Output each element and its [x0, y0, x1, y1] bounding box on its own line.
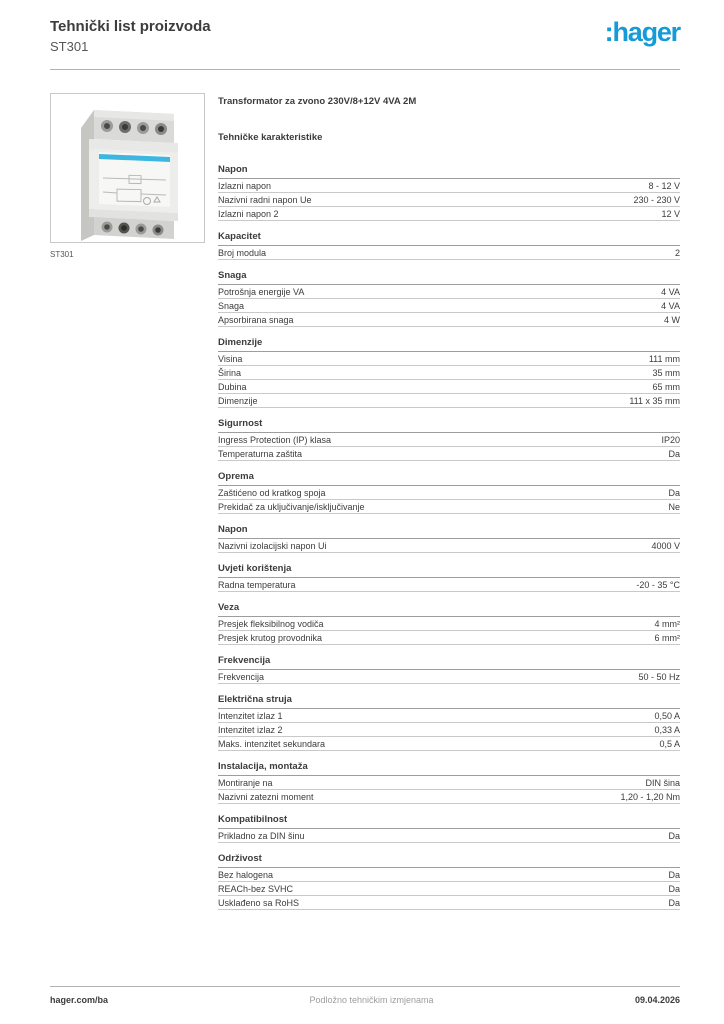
spec-label: Nazivni izolacijski napon Ui — [218, 540, 327, 551]
spec-section — [218, 472, 680, 514]
spec-section-title: Napon — [218, 525, 680, 539]
spec-row — [218, 207, 680, 221]
spec-label: Prekidač za uključivanje/isključivanje — [218, 501, 365, 512]
spec-row — [218, 500, 680, 514]
spec-row — [218, 447, 680, 461]
spec-label: Bez halogena — [218, 869, 274, 880]
spec-section — [218, 165, 680, 221]
spec-section — [218, 338, 680, 408]
spec-value: 4000 V — [651, 540, 680, 551]
spec-value: Da — [668, 897, 680, 908]
spec-row — [218, 868, 680, 882]
spec-row — [218, 394, 680, 408]
spec-label: Ingress Protection (IP) klasa — [218, 434, 332, 445]
spec-label: Radna temperatura — [218, 579, 296, 590]
footer-website-link[interactable]: hager.com/ba — [50, 995, 109, 1005]
spec-row — [218, 737, 680, 751]
spec-value: Ne — [668, 501, 680, 512]
product-code: ST301 — [50, 38, 89, 54]
spec-value: 111 mm — [648, 353, 680, 364]
spec-section-rows — [218, 829, 680, 843]
spec-label: Dimenzije — [218, 395, 258, 406]
spec-section-rows — [218, 352, 680, 408]
spec-value: 4 W — [663, 314, 680, 325]
spec-value: 0,33 A — [654, 724, 680, 735]
spec-section-title: Instalacija, montaža — [218, 762, 680, 776]
spec-section-rows — [218, 486, 680, 514]
product-image — [51, 94, 204, 242]
spec-section — [218, 762, 680, 804]
spec-section — [218, 232, 680, 260]
document-title: Tehnički list proizvoda — [50, 18, 211, 35]
main-content — [50, 93, 680, 910]
spec-sections — [218, 165, 680, 910]
spec-section-title: Kapacitet — [218, 232, 680, 246]
spec-row — [218, 578, 680, 592]
spec-section-rows — [218, 617, 680, 645]
spec-section-title: Kompatibilnost — [218, 815, 680, 829]
spec-label: Apsorbirana snaga — [218, 314, 294, 325]
spec-label: Potrošnja energije VA — [218, 286, 305, 297]
footer-row — [50, 995, 680, 1005]
spec-row — [218, 882, 680, 896]
spec-section-rows — [218, 179, 680, 221]
spec-section-title: Električna struja — [218, 695, 680, 709]
spec-value: 4 VA — [661, 300, 680, 311]
spec-value: 8 - 12 V — [648, 180, 680, 191]
spec-value: 230 - 230 V — [633, 194, 680, 205]
spec-section-title: Sigurnost — [218, 419, 680, 433]
spec-label: Visina — [218, 353, 243, 364]
spec-row — [218, 380, 680, 394]
spec-section-title: Održivost — [218, 854, 680, 868]
spec-row — [218, 617, 680, 631]
document-header — [50, 18, 680, 70]
spec-label: Maks. intenzitet sekundara — [218, 738, 326, 749]
product-image-frame — [50, 93, 205, 243]
product-name: Transformator za zvono 230V/8+12V 4VA 2M — [218, 95, 417, 107]
spec-row — [218, 631, 680, 645]
spec-label: Intenzitet izlaz 1 — [218, 710, 283, 721]
spec-row — [218, 352, 680, 366]
spec-section — [218, 695, 680, 751]
spec-value: 0,5 A — [659, 738, 680, 749]
spec-section — [218, 815, 680, 843]
footer-divider — [50, 986, 680, 987]
spec-section-title: Snaga — [218, 271, 680, 285]
header-divider — [50, 69, 680, 70]
spec-label: Frekvencija — [218, 671, 265, 682]
spec-section — [218, 525, 680, 553]
product-image-column — [50, 93, 205, 910]
product-image-caption: ST301 — [50, 249, 74, 259]
spec-value: 35 mm — [652, 367, 680, 378]
spec-row — [218, 366, 680, 380]
spec-value: IP20 — [661, 434, 680, 445]
spec-row — [218, 776, 680, 790]
spec-label: Presjek krutog provodnika — [218, 632, 323, 643]
spec-value: Da — [668, 830, 680, 841]
spec-section-rows — [218, 433, 680, 461]
spec-label: Presjek fleksibilnog vodiča — [218, 618, 324, 629]
spec-row — [218, 670, 680, 684]
spec-value: 65 mm — [652, 381, 680, 392]
spec-section-rows — [218, 285, 680, 327]
spec-value: 6 mm² — [654, 632, 680, 643]
spec-section-rows — [218, 776, 680, 804]
spec-section — [218, 854, 680, 910]
spec-value: Da — [668, 869, 680, 880]
spec-section-title: Veza — [218, 603, 680, 617]
spec-label: Montiranje na — [218, 777, 273, 788]
spec-section-title: Napon — [218, 165, 680, 179]
spec-label: Prikladno za DIN šinu — [218, 830, 305, 841]
spec-section-title: Uvjeti korištenja — [218, 564, 680, 578]
spec-label: Zaštićeno od kratkog spoja — [218, 487, 326, 498]
spec-row — [218, 313, 680, 327]
spec-row — [218, 179, 680, 193]
spec-row — [218, 723, 680, 737]
spec-label: Temperaturna zaštita — [218, 448, 303, 459]
spec-value: Da — [668, 883, 680, 894]
spec-section — [218, 419, 680, 461]
spec-label: Dubina — [218, 381, 247, 392]
spec-value: -20 - 35 °C — [636, 579, 680, 590]
spec-row — [218, 896, 680, 910]
spec-value: 1,20 - 1,20 Nm — [620, 791, 680, 802]
spec-value: 111 x 35 mm — [629, 395, 680, 406]
spec-row — [218, 433, 680, 447]
spec-label: Nazivni radni napon Ue — [218, 194, 312, 205]
spec-row — [218, 486, 680, 500]
spec-section — [218, 564, 680, 592]
spec-label: Širina — [218, 367, 242, 378]
spec-section-title: Dimenzije — [218, 338, 680, 352]
hager-logo: :hager — [604, 17, 680, 47]
spec-row — [218, 790, 680, 804]
spec-label: Izlazni napon 2 — [218, 208, 279, 219]
characteristics-heading: Tehničke karakteristike — [218, 132, 323, 144]
spec-row — [218, 193, 680, 207]
spec-label: Intenzitet izlaz 2 — [218, 724, 283, 735]
page-footer — [50, 986, 680, 1005]
spec-section-rows — [218, 246, 680, 260]
spec-section — [218, 603, 680, 645]
spec-section-rows — [218, 709, 680, 751]
spec-row — [218, 709, 680, 723]
spec-row — [218, 299, 680, 313]
spec-section — [218, 656, 680, 684]
spec-value: 0,50 A — [654, 710, 680, 721]
spec-row — [218, 246, 680, 260]
spec-value: 12 V — [661, 208, 680, 219]
spec-section-rows — [218, 539, 680, 553]
spec-label: Broj modula — [218, 247, 267, 258]
spec-value: Da — [668, 487, 680, 498]
spec-label: Usklađeno sa RoHS — [218, 897, 300, 908]
spec-value: 2 — [674, 247, 680, 258]
spec-label: Nazivni zatezni moment — [218, 791, 314, 802]
footer-date: 09.04.2026 — [634, 995, 680, 1005]
spec-label: Snaga — [218, 300, 245, 311]
spec-row — [218, 285, 680, 299]
spec-value: 4 VA — [661, 286, 680, 297]
spec-section-title: Frekvencija — [218, 656, 680, 670]
spec-row — [218, 539, 680, 553]
spec-section-rows — [218, 578, 680, 592]
specs-column — [218, 93, 680, 910]
spec-value: 50 - 50 Hz — [638, 671, 680, 682]
spec-value: 4 mm² — [654, 618, 680, 629]
spec-section-rows — [218, 868, 680, 910]
spec-section — [218, 271, 680, 327]
spec-label: REACh-bez SVHC — [218, 883, 294, 894]
spec-label: Izlazni napon — [218, 180, 272, 191]
spec-row — [218, 829, 680, 843]
footer-disclaimer: Podložno tehničkim izmjenama — [309, 995, 434, 1005]
spec-value: DIN šina — [645, 777, 680, 788]
spec-value: Da — [668, 448, 680, 459]
spec-section-rows — [218, 670, 680, 684]
spec-section-title: Oprema — [218, 472, 680, 486]
